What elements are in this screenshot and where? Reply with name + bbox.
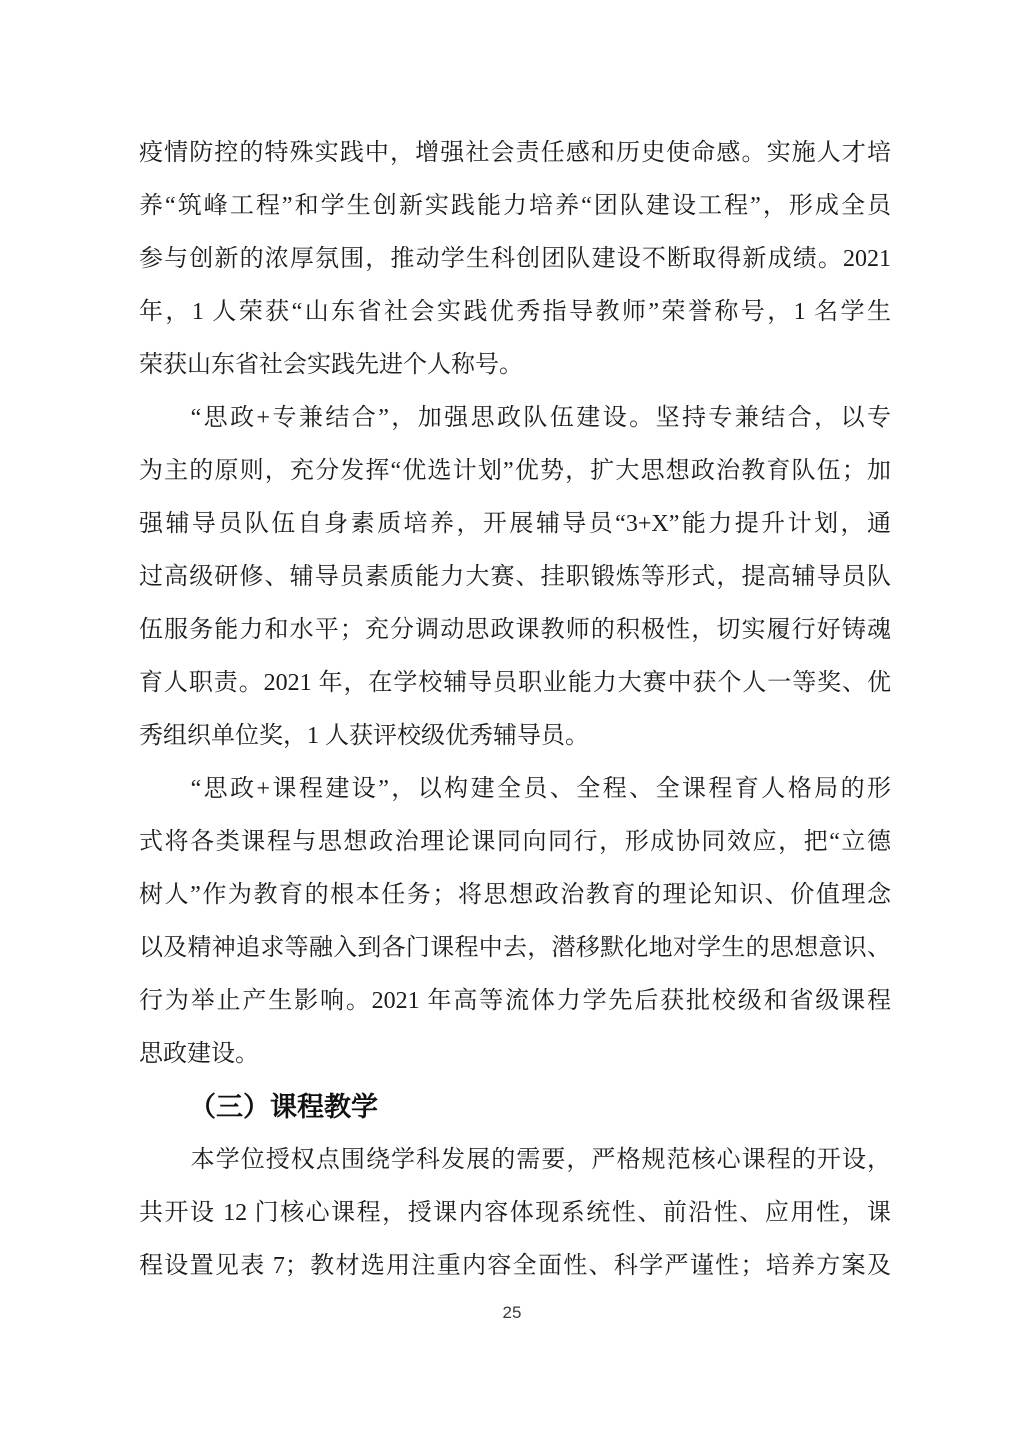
section-heading-course-teaching: （三）课程教学 bbox=[189, 1092, 378, 1122]
text-line: 强辅导员队伍自身素质培养，开展辅导员“3+X”能力提升计划，通 bbox=[139, 511, 891, 537]
text-line: 本学位授权点围绕学科发展的需要，严格规范核心课程的开设， bbox=[190, 1147, 891, 1173]
text-line: 年，1 人荣获“山东省社会实践优秀指导教师”荣誉称号，1 名学生 bbox=[139, 299, 891, 325]
text-line: “思政+课程建设”，以构建全员、全程、全课程育人格局的形 bbox=[190, 776, 891, 802]
text-line: 式将各类课程与思想政治理论课同向同行，形成协同效应，把“立德 bbox=[139, 829, 891, 855]
paragraph-sizheng-team bbox=[139, 392, 891, 763]
page-number: 25 bbox=[502, 1303, 522, 1322]
text-line: 秀组织单位奖，1 人获评校级优秀辅导员。 bbox=[139, 723, 589, 749]
text-line: 以及精神追求等融入到各门课程中去，潜移默化地对学生的思想意识、 bbox=[139, 935, 891, 961]
text-line: 育人职责。2021 年，在学校辅导员职业能力大赛中获个人一等奖、优 bbox=[139, 670, 891, 696]
text-line: 程设置见表 7；教材选用注重内容全面性、科学严谨性；培养方案及 bbox=[139, 1253, 891, 1279]
text-line: 行为举止产生影响。2021 年高等流体力学先后获批校级和省级课程 bbox=[139, 988, 891, 1014]
paragraph-sizheng-course bbox=[139, 763, 891, 1081]
paragraph-social-practice bbox=[139, 127, 891, 392]
paragraph-course-teaching-intro bbox=[139, 1134, 891, 1293]
text-line: 疫情防控的特殊实践中，增强社会责任感和历史使命感。实施人才培 bbox=[139, 140, 891, 166]
text-line: 荣获山东省社会实践先进个人称号。 bbox=[139, 352, 523, 378]
text-column bbox=[139, 127, 891, 1293]
text-line: 为主的原则，充分发挥“优选计划”优势，扩大思想政治教育队伍；加 bbox=[139, 458, 891, 484]
text-line: 参与创新的浓厚氛围，推动学生科创团队建设不断取得新成绩。2021 bbox=[139, 246, 891, 272]
text-line: 共开设 12 门核心课程，授课内容体现系统性、前沿性、应用性，课 bbox=[139, 1200, 891, 1226]
text-line: 伍服务能力和水平；充分调动思政课教师的积极性，切实履行好铸魂 bbox=[139, 617, 891, 643]
text-line: “思政+专兼结合”，加强思政队伍建设。坚持专兼结合，以专 bbox=[190, 405, 891, 431]
text-line: 养“筑峰工程”和学生创新实践能力培养“团队建设工程”，形成全员 bbox=[139, 193, 891, 219]
text-line: 过高级研修、辅导员素质能力大赛、挂职锻炼等形式，提高辅导员队 bbox=[139, 564, 891, 590]
text-line: 思政建设。 bbox=[139, 1041, 259, 1067]
text-line: 树人”作为教育的根本任务；将思想政治教育的理论知识、价值理念 bbox=[139, 882, 891, 908]
